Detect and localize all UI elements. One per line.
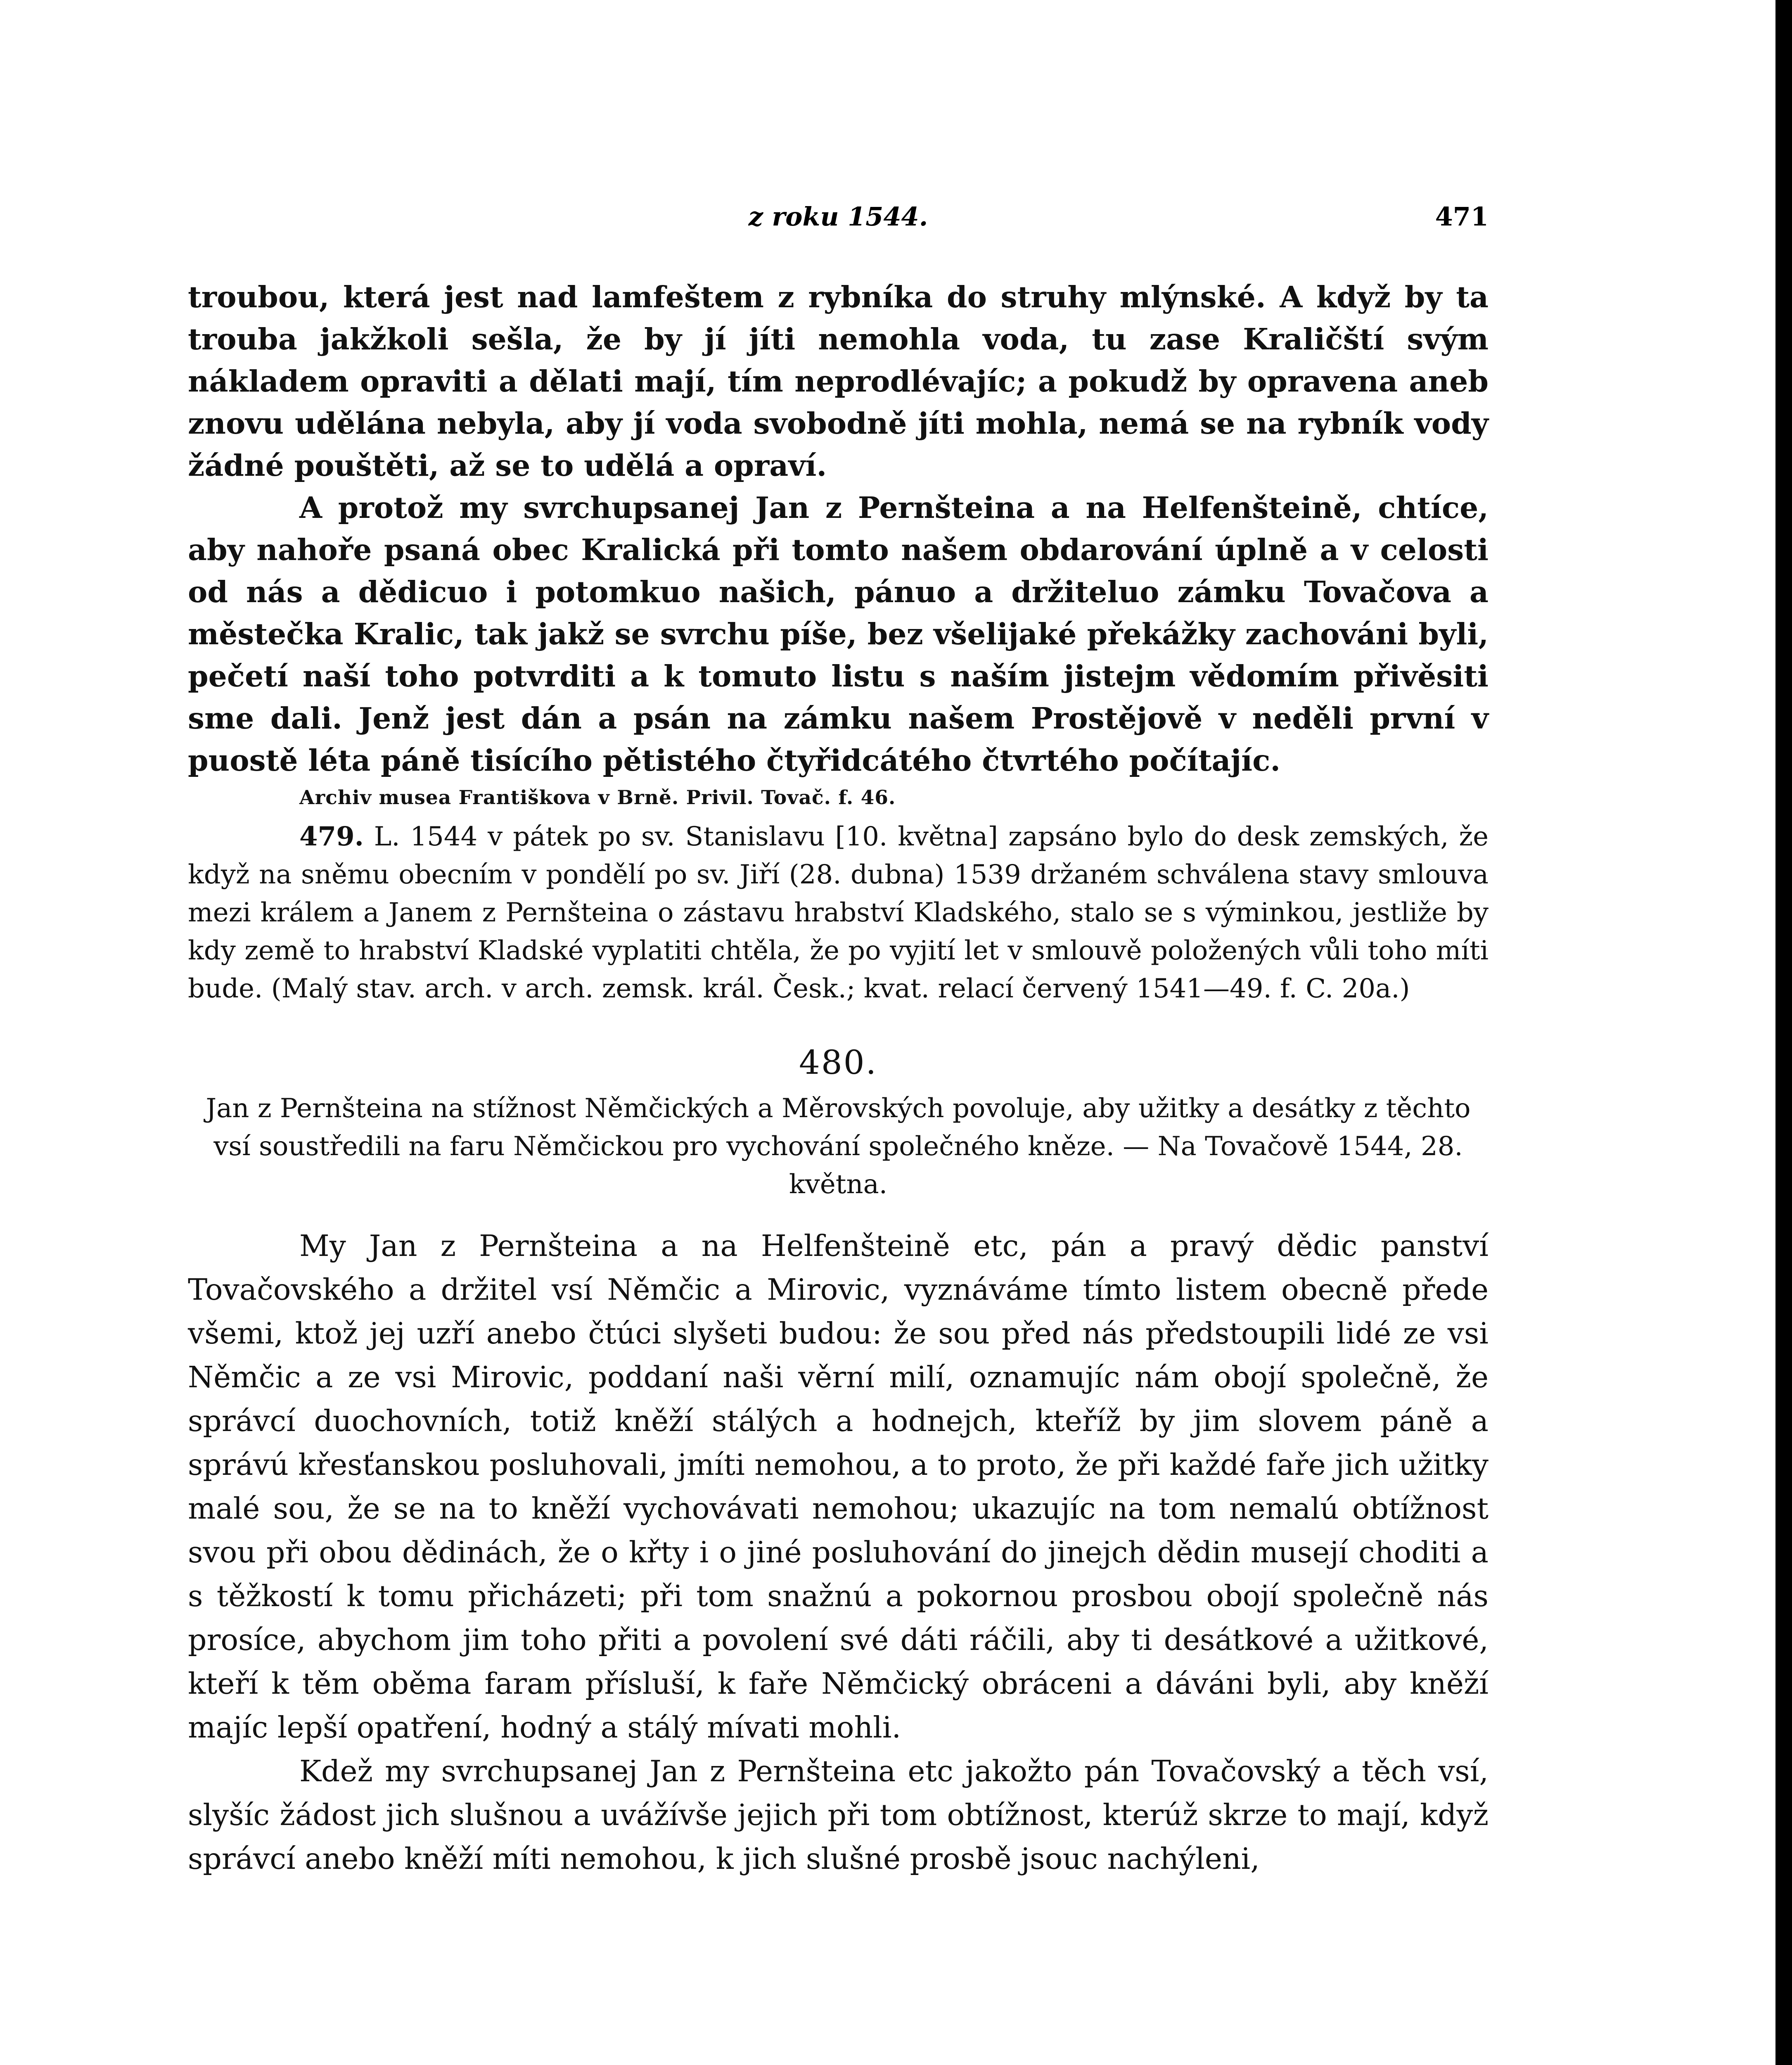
document-text: My Jan z Pernšteina a na Helfenšteině etc, pán a pravý dědic panství Tovačovského a držitel vsí Němčic a Mirovic, vyznáváme tímto listem obecně přede všemi, ktož jej uzří anebo čtúci slyšeti budou: že sou před nás předstoupili lidé ze vsi Němčic a ze vsi Mirovic, poddaní naši věrní milí, oznamujíc nám obojí společně, že správcí duochovních, totiž kněží stálých a hodnejch, kteříž by jim slovem páně a správú křesťanskou posluhovali, jmíti nemohou, a to proto, že při každé faře jich užitky malé sou, že se na to kněží vychovávati nemohou; ukazujíc na tom nemalú obtížnost svou při obou dědinách, že o křty i o jiné posluhování do jinejch dědin musejí choditi a s těžkostí k tomu přicházeti; při tom snažnú a pokornou prosbou obojí společně nás prosíce, abychom jim toho přiti a povolení své dáti ráčili, aby ti desátkové a užitkové, kteří k těm oběma faram přísluší, k faře Němčický obráceni a dáváni byli, aby kněží majíc lepší opatření, hodný a stálý mívati mohli. — [188, 1229, 1489, 1745]
document-text-continued: Kdež my svrchupsanej Jan z Pernšteina etc jakožto pán Tovačovský a těch vsí, slyšíc žádost jich slušnou a uvážívše jejich při tom obtížnost, kterúž skrze to mají, když správcí anebo kněží míti nemohou, k jich slušné prosbě jsouc nachýleni, — [188, 1754, 1489, 1876]
page-header — [188, 202, 1489, 239]
running-title: z roku 1544. — [748, 202, 928, 232]
document-number: 480. — [799, 1043, 878, 1082]
entry-479 — [188, 818, 1489, 1008]
entry-number: 479. — [299, 821, 364, 852]
document-regest: Jan z Pernšteina na stížnost Němčických a Měrovských povoluje, aby užitky a desátky z těchto vsí soustředili na faru Němčickou pro vychování společného kněze. — Na Tovačově 1544, 28. května. — [206, 1093, 1471, 1200]
page-body — [188, 276, 1489, 1881]
page-number: 471 — [1435, 202, 1489, 232]
paragraph-sealing-clause: A protož my svrchupsanej Jan z Pernšteina a na Helfenšteině, chtíce, aby nahoře psaná obec Kralická při tomto našem obdarování úplně a v celosti od nás a dědicuo i potomkuo našich, pánuo a držiteluo zámku Tovačova a městečka Kralic, tak jakž se svrchu píše, bez všelijaké překážky zachováni byli, pečetí naší toho potvrditi a k tomuto listu s naším jistejm vědomím přivěsiti sme dali. Jenž jest dán a psán na zámku našem Prostějově v neděli první v puostě léta páně tisícího pětistého čtyřidcátého čtvrtého počítajíc. — [188, 490, 1489, 778]
entry-text: L. 1544 v pátek po sv. Stanislavu [10. května] zapsáno bylo do desk zemských, že když na sněmu obecním v pondělí po sv. Jiří (28. dubna) 1539 držaném schválena stavy smlouva mezi králem a Janem z Pernšteina o zástavu hrabství Kladského, stalo se s výminkou, jestliže by kdy země to hrabství Kladské vyplatiti chtěla, že po vyjití let v smlouvě položených vůli toho míti bude. (Malý stav. arch. v arch. zemsk. král. Česk.; kvat. relací červený 1541—49. f. C. 20a.) — [188, 821, 1489, 1004]
paragraph-continuation: troubou, která jest nad lamfeštem z rybníka do struhy mlýnské. A když by ta trouba jakžkoli sešla, že by jí jíti nemohla voda, tu zase Kraličští svým nákladem opraviti a dělati mají, tím neprodlévajíc; a pokudž by opravena aneb znovu udělána nebyla, aby jí voda svobodně jíti mohla, nemá se na rybník vody žádné pouštěti, až se to udělá a opraví. — [188, 280, 1489, 483]
source-citation: Archiv musea Františkova v Brně. Privil. Tovač. f. 46. — [299, 786, 896, 809]
